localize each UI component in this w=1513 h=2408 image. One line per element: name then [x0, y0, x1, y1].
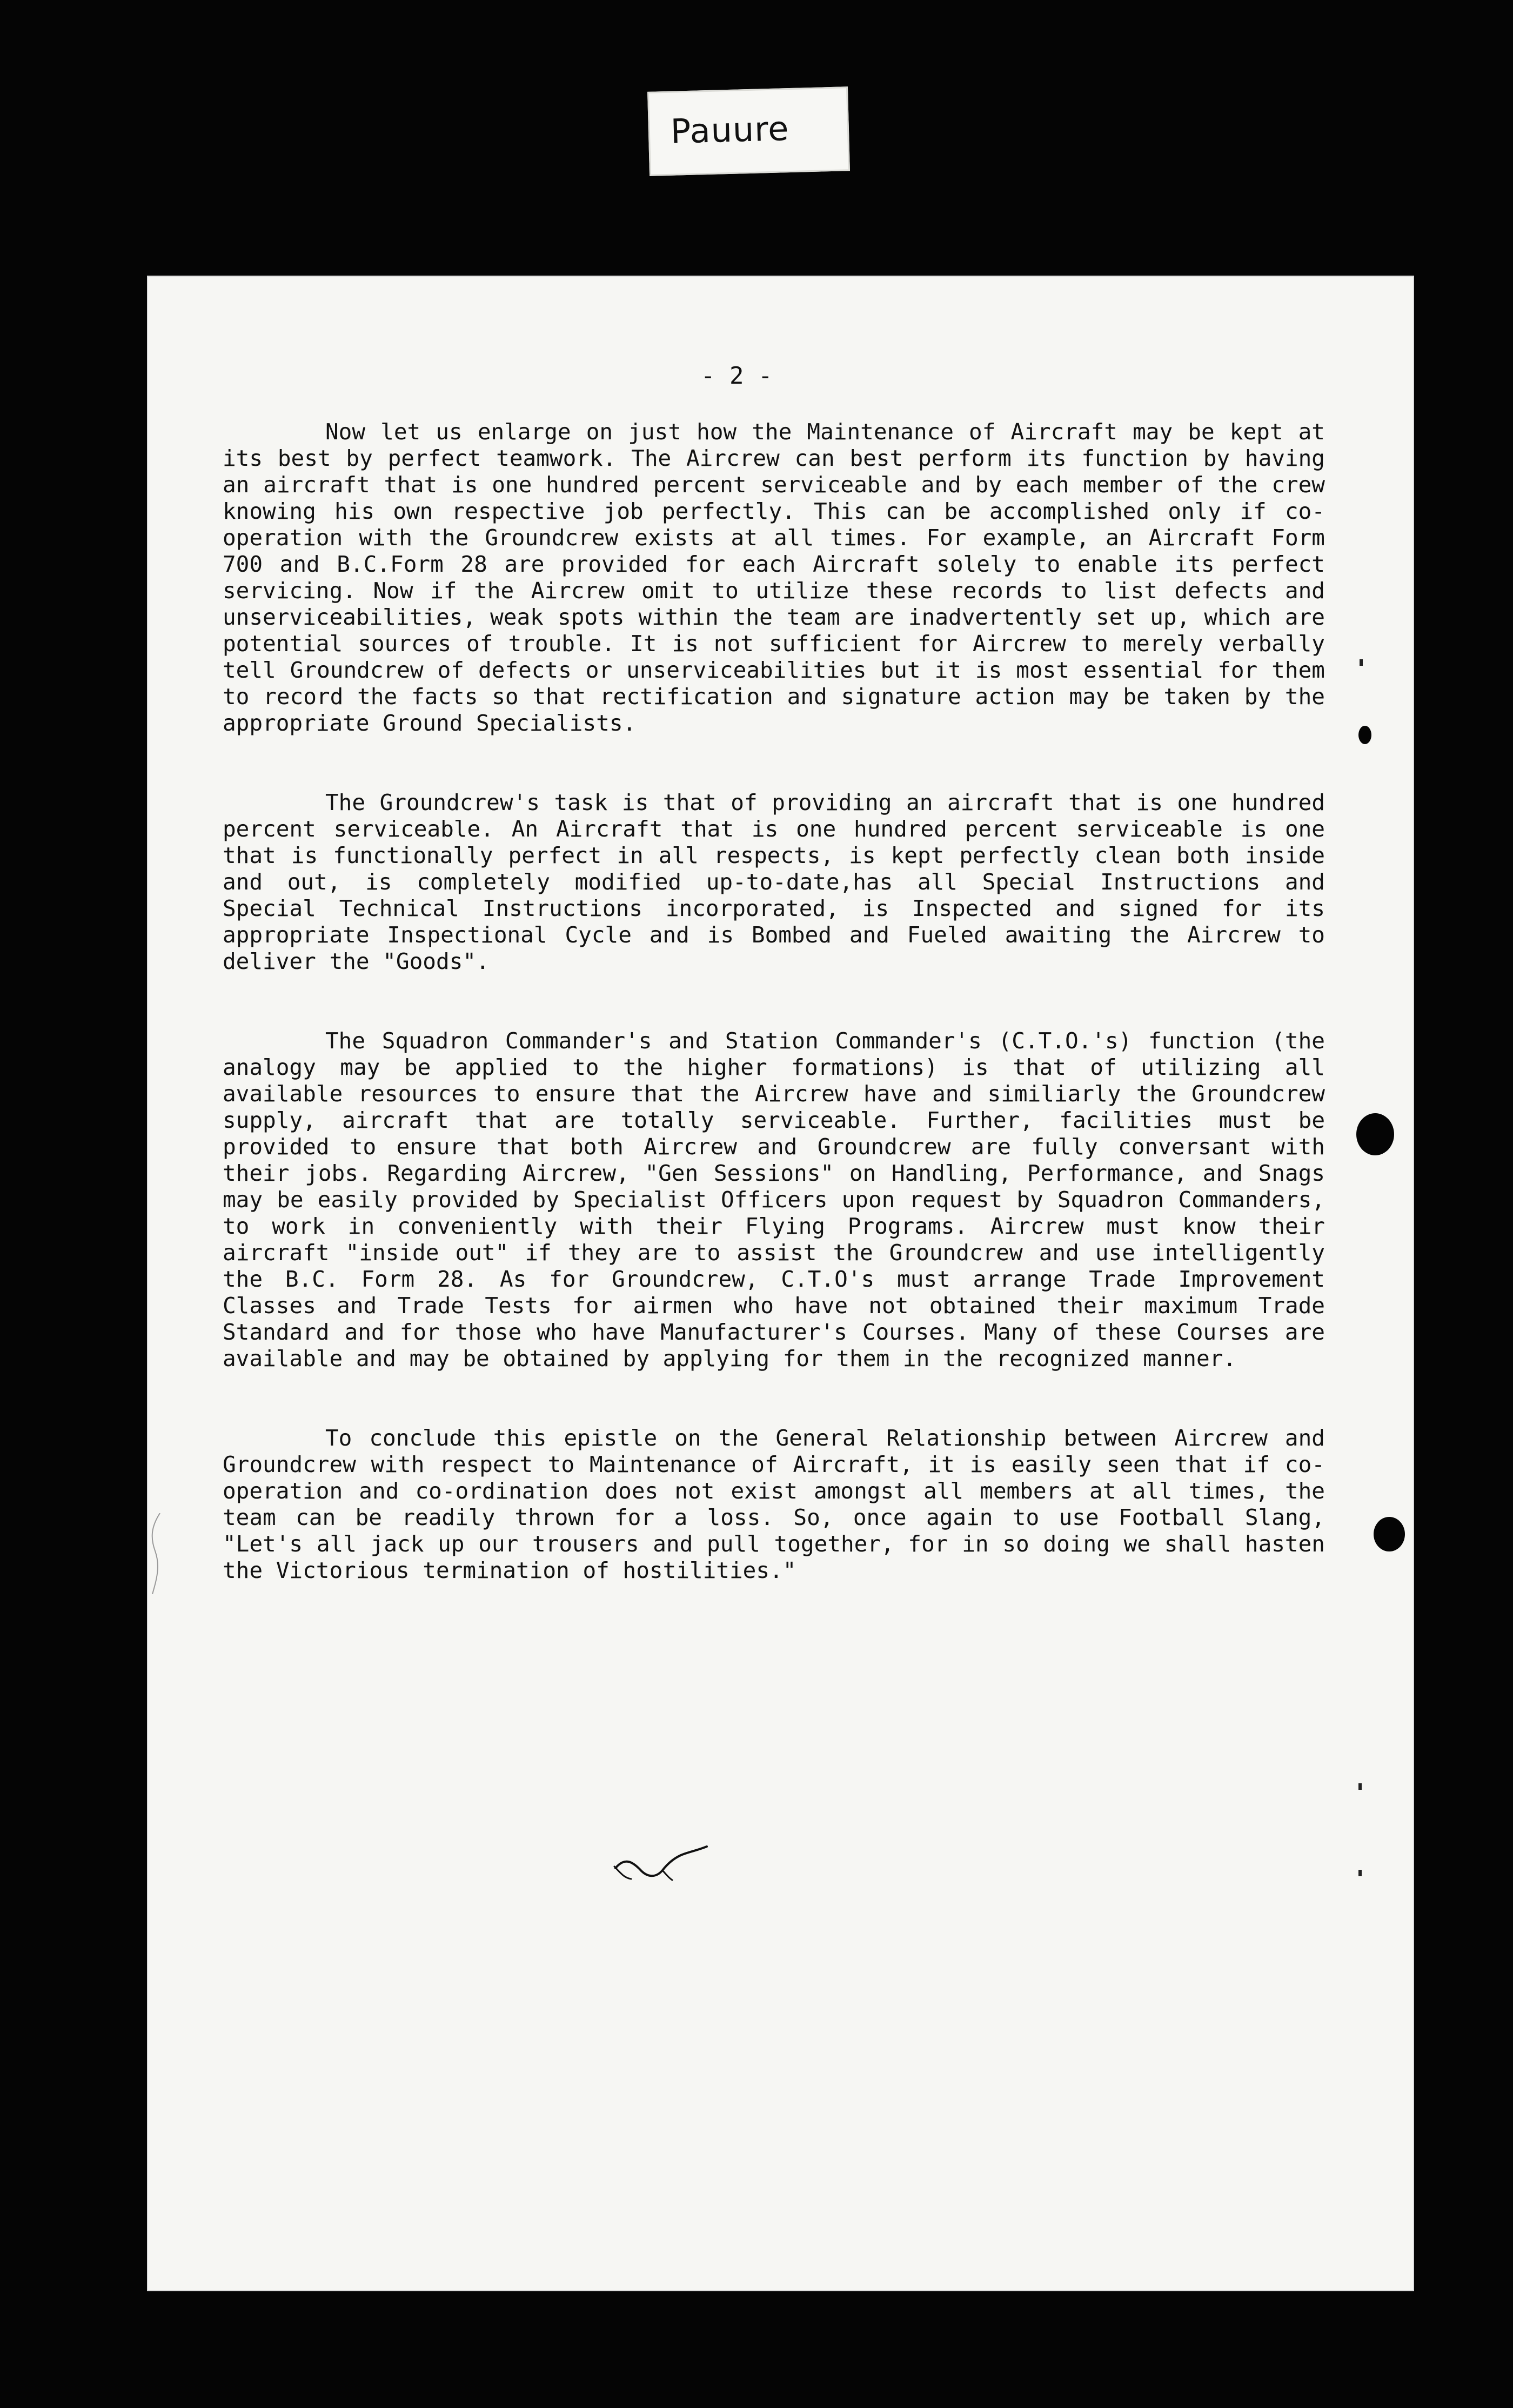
paragraph-maintenance-teamwork: Now let us enlarge on just how the Maintenance of Aircraft may be kept at its best by perfect teamwork. The Aircrew can best perform its function by having an aircraft that is one hundred percent serviceable and by each member of the crew knowing his own respective job perfectly. This can be accomplished only if co-operation with the Groundcrew exists at all times. For example, an Aircraft Form 700 and B.C.Form 28 are provided for each Aircraft solely to enable its perfect servicing. Now if the Aircrew omit to utilize these records to list defects and unserviceabilities, weak spots within the team are inadvertently set up, which are potential sources of trouble. It is not sufficient for Aircrew to merely verbally tell Groundcrew of defects or unserviceabilities but it is most essential for them to record the facts so that rectification and signature action may be taken by the appropriate Ground Specialists.: [223, 419, 1325, 736]
punch-hole: [1356, 1113, 1394, 1155]
scan-edge-mark: [147, 1513, 169, 1594]
margin-mark: [1358, 1870, 1362, 1876]
handwritten-mark: [612, 1840, 709, 1883]
document-page: [147, 276, 1414, 2291]
document-body: [223, 419, 1325, 1584]
punch-hole: [1374, 1517, 1405, 1551]
page-number: - 2 -: [701, 362, 773, 390]
margin-mark: [1358, 1783, 1362, 1790]
paragraph-commander-function: The Squadron Commander's and Station Commander's (C.T.O.'s) function (the analogy may be applied to the higher formations) is that of utilizing all available resources to ensure that the Aircrew have and similiarly the Groundcrew supply, aircraft that are totally serviceable. Further, facilities must be provided to ensure that both Aircrew and Groundcrew are fully conversant with their jobs. Regarding Aircrew, "Gen Sessions" on Handling, Performance, and Snags may be easily provided by Specialist Officers upon request by Squadron Commanders, to work in conveniently with their Flying Programs. Aircrew must know their aircraft "inside out" if they are to assist the Groundcrew and use intelligently the B.C. Form 28. As for Groundcrew, C.T.O's must arrange Trade Improvement Classes and Trade Tests for airmen who have not obtained their maximum Trade Standard and for those who have Manufacturer's Courses. Many of these Courses are available and may be obtained by applying for them in the recognized manner.: [223, 1028, 1325, 1372]
label-text: Pauure: [670, 109, 790, 151]
paragraph-conclusion: To conclude this epistle on the General Relationship between Aircrew and Groundcrew with respect to Maintenance of Aircraft, it is easily seen that if co-operation and co-ordination does not exist amongst all members at all times, the team can be readily thrown for a loss. So, once again to use Football Slang, "Let's all jack up our trousers and pull together, for in so doing we shall hasten the Victorious termination of hostilities.": [223, 1425, 1325, 1583]
margin-mark: [1360, 659, 1363, 666]
handwritten-label: [647, 86, 850, 176]
punch-hole: [1358, 726, 1371, 744]
paragraph-groundcrew-task: The Groundcrew's task is that of providing an aircraft that is one hundred percent serviceable. An Aircraft that is one hundred percent serviceable is one that is functionally perfect in all respects, is kept perfectly clean both inside and out, is completely modified up-to-date,has all Special Instructions and Special Technical Instructions incorporated, is Inspected and signed for its appropriate Inspectional Cycle and is Bombed and Fueled awaiting the Aircrew to deliver the "Goods".: [223, 790, 1325, 974]
